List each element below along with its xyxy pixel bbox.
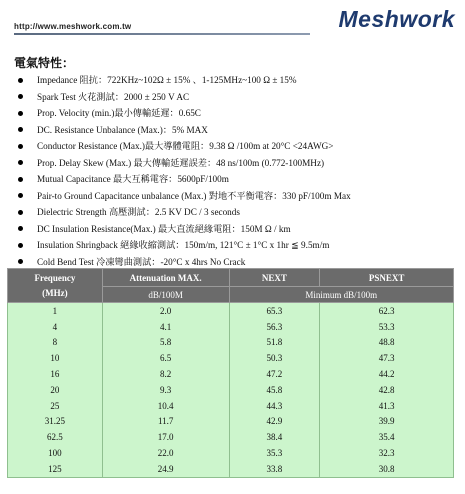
bullet-icon	[18, 177, 23, 182]
bullet-icon	[18, 210, 23, 215]
spec-list	[14, 72, 351, 270]
next-cell: 35.3	[229, 445, 320, 461]
next-cell: 42.9	[229, 414, 320, 430]
psnext-cell: 62.3	[320, 303, 454, 319]
spec-text: Pair-to Ground Capacitance unbalance (Max.) 對地不平衡電容：330 pF/100m Max	[37, 190, 351, 201]
psnext-cell: 32.3	[320, 445, 454, 461]
frequency-cell: 10	[8, 350, 103, 366]
website-url[interactable]: http://www.meshwork.com.tw	[14, 22, 132, 31]
attenuation-table	[7, 268, 454, 478]
spec-text: Conductor Resistance (Max.)最大導體電阻：9.38 Ω /100m at 20°C <24AWG>	[37, 141, 334, 151]
table-row	[8, 366, 454, 382]
spec-text: Insulation Shringback 絕緣收縮測試：150m/m, 121°C ± 1°C x 1hr ≦ 9.5m/m	[37, 240, 330, 250]
frequency-cell: 100	[8, 445, 103, 461]
bullet-icon	[18, 226, 23, 231]
psnext-cell: 48.8	[320, 335, 454, 351]
next-cell: 47.2	[229, 366, 320, 382]
attenuation-cell: 24.9	[102, 461, 229, 477]
table-row	[8, 382, 454, 398]
header-divider	[14, 33, 310, 35]
spec-item	[14, 188, 351, 205]
table-row	[8, 461, 454, 477]
frequency-label: Frequency	[34, 272, 76, 283]
attenuation-unit: dB/100M	[102, 287, 229, 303]
next-cell: 45.8	[229, 382, 320, 398]
next-cell: 56.3	[229, 319, 320, 335]
spec-item	[14, 237, 351, 254]
next-cell: 33.8	[229, 461, 320, 477]
psnext-cell: 53.3	[320, 319, 454, 335]
spec-item	[14, 171, 351, 188]
next-cell: 65.3	[229, 303, 320, 319]
bullet-icon	[18, 243, 23, 248]
bullet-icon	[18, 160, 23, 165]
table-row	[8, 445, 454, 461]
psnext-cell: 42.8	[320, 382, 454, 398]
attenuation-cell: 5.8	[102, 335, 229, 351]
frequency-cell: 1	[8, 303, 103, 319]
next-header: NEXT	[229, 269, 320, 287]
spec-text: Dielectric Strength 高壓測試：2.5 KV DC / 3 seconds	[37, 207, 240, 217]
attenuation-cell: 2.0	[102, 303, 229, 319]
attenuation-cell: 8.2	[102, 366, 229, 382]
attenuation-cell: 17.0	[102, 429, 229, 445]
bullet-icon	[18, 259, 23, 264]
spec-item	[14, 155, 351, 172]
table-row	[8, 319, 454, 335]
psnext-cell: 39.9	[320, 414, 454, 430]
spec-text: Mutual Capacitance 最大互稱電容：5600pF/100m	[37, 174, 229, 184]
psnext-header: PSNEXT	[320, 269, 454, 287]
frequency-cell: 8	[8, 335, 103, 351]
spec-item	[14, 89, 351, 106]
frequency-cell: 25	[8, 398, 103, 414]
psnext-cell: 41.3	[320, 398, 454, 414]
frequency-cell: 125	[8, 461, 103, 477]
bullet-icon	[18, 144, 23, 149]
bullet-icon	[18, 94, 23, 99]
spec-text: Cold Bend Test 冷凍彎曲測試：-20°C x 4hrs No Crack	[37, 256, 246, 267]
spec-text: DC. Resistance Unbalance (Max.)：5% MAX	[37, 124, 208, 135]
bullet-icon	[18, 193, 23, 198]
spec-item	[14, 221, 351, 238]
frequency-cell: 16	[8, 366, 103, 382]
table-row	[8, 335, 454, 351]
psnext-cell: 35.4	[320, 429, 454, 445]
attenuation-cell: 6.5	[102, 350, 229, 366]
company-logo: Meshwork	[338, 6, 455, 32]
table-row	[8, 350, 454, 366]
table-row	[8, 429, 454, 445]
next-cell: 38.4	[229, 429, 320, 445]
spec-text: Spark Test 火花測試：2000 ± 250 V AC	[37, 91, 190, 102]
spec-item	[14, 138, 351, 155]
spec-text: Prop. Velocity (min.)最小傳輸延遲：0.65C	[37, 108, 201, 118]
attenuation-cell: 10.4	[102, 398, 229, 414]
bullet-icon	[18, 111, 23, 116]
frequency-cell: 4	[8, 319, 103, 335]
attenuation-header: Attenuation MAX.	[102, 269, 229, 287]
next-cell: 51.8	[229, 335, 320, 351]
bullet-icon	[18, 127, 23, 132]
frequency-header	[8, 269, 103, 303]
bullet-icon	[18, 78, 23, 83]
next-cell: 44.3	[229, 398, 320, 414]
frequency-cell: 20	[8, 382, 103, 398]
spec-text: Impedance 阻抗：722KHz~102Ω ± 15% 、1-125MHz~100 Ω ± 15%	[37, 75, 297, 85]
attenuation-cell: 22.0	[102, 445, 229, 461]
table-row	[8, 303, 454, 319]
page-header	[0, 0, 465, 42]
frequency-cell: 62.5	[8, 429, 103, 445]
table-row	[8, 414, 454, 430]
frequency-unit: (MHz)	[42, 287, 68, 298]
attenuation-cell: 9.3	[102, 382, 229, 398]
psnext-cell: 47.3	[320, 350, 454, 366]
spec-item	[14, 105, 351, 122]
section-title: 電氣特性：	[14, 56, 75, 70]
psnext-cell: 44.2	[320, 366, 454, 382]
frequency-cell: 31.25	[8, 414, 103, 430]
spec-item	[14, 122, 351, 139]
spec-text: DC Insulation Resistance(Max.) 最大直流絕緣電阻：150M Ω / km	[37, 223, 291, 234]
minimum-unit: Minimum dB/100m	[229, 287, 453, 303]
table-body	[8, 303, 454, 478]
next-cell: 50.3	[229, 350, 320, 366]
spec-item	[14, 204, 351, 221]
table-row	[8, 398, 454, 414]
attenuation-cell: 11.7	[102, 414, 229, 430]
spec-item	[14, 72, 351, 89]
psnext-cell: 30.8	[320, 461, 454, 477]
attenuation-cell: 4.1	[102, 319, 229, 335]
spec-text: Prop. Delay Skew (Max.) 最大傳輸延遲誤差：48 ns/100m (0.772-100MHz)	[37, 157, 325, 168]
